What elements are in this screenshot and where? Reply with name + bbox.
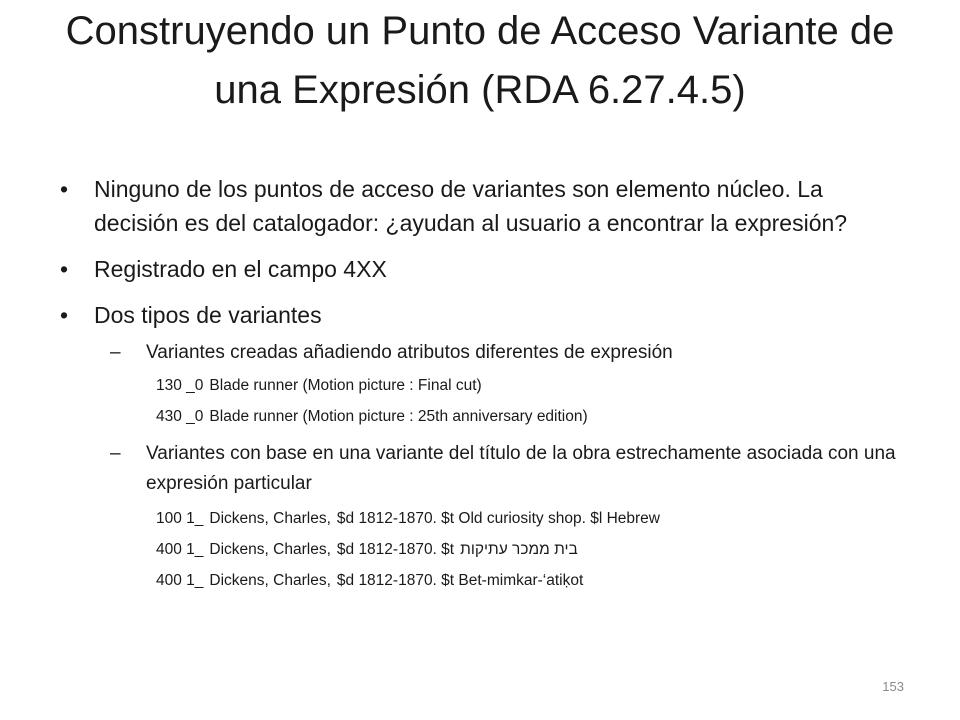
example-text: Blade runner (Motion picture : 25th anniversary edition) (209, 408, 588, 425)
marc-tag: 400 1_ (156, 541, 204, 558)
bullet-text: Dos tipos de variantes (94, 302, 322, 328)
sub-bullet-item (52, 439, 902, 499)
marc-tag: 400 1_ (156, 572, 204, 589)
sub-bullet-item (52, 338, 902, 368)
bullet-text: Registrado en el campo 4XX (94, 256, 387, 282)
example-line (52, 407, 902, 427)
bullet-item (52, 252, 902, 286)
marc-tag: 100 1_ (156, 510, 204, 527)
example-text: Blade runner (Motion picture : Final cut) (209, 377, 482, 394)
author-name: Dickens, Charles, (209, 572, 331, 589)
bullet-symbol: • (60, 176, 69, 202)
dash-symbol: – (110, 443, 121, 464)
slide-title: Construyendo un Punto de Acceso Variante de una Expresión (RDA 6.27.4.5) (65, 9, 895, 112)
marc-tag: 130 _0 (156, 377, 204, 394)
example-line (52, 509, 902, 529)
sub-bullet-text: Variantes con base en una variante del título de la obra estrechamente asociada con una expresión particular (146, 443, 896, 494)
hebrew-title: בית ממכר עתיקות (460, 541, 578, 558)
example-text: $d 1812-1870. $t Bet-mimkar-‘atiḳot (336, 572, 584, 589)
slide-body (52, 172, 902, 602)
example-text: $d 1812-1870. $t (336, 541, 455, 558)
bullet-text: Ninguno de los puntos de acceso de variantes son elemento núcleo. La decisión es del catalogador: ¿ayudan al usuario a encontrar la expresión? (94, 176, 848, 236)
dash-symbol: – (110, 342, 121, 363)
example-line (52, 376, 902, 396)
example-line (52, 540, 902, 560)
bullet-symbol: • (60, 256, 69, 282)
sub-bullet-text: Variantes creadas añadiendo atributos diferentes de expresión (146, 342, 673, 363)
bullet-item (52, 172, 902, 240)
bullet-item (52, 298, 902, 332)
marc-tag: 430 _0 (156, 408, 204, 425)
author-name: Dickens, Charles, (209, 510, 331, 527)
page-number: 153 (882, 679, 904, 694)
example-line (52, 571, 902, 591)
example-text: $d 1812-1870. $t Old curiosity shop. $l Hebrew (336, 510, 660, 527)
author-name: Dickens, Charles, (209, 541, 331, 558)
bullet-symbol: • (60, 302, 69, 328)
